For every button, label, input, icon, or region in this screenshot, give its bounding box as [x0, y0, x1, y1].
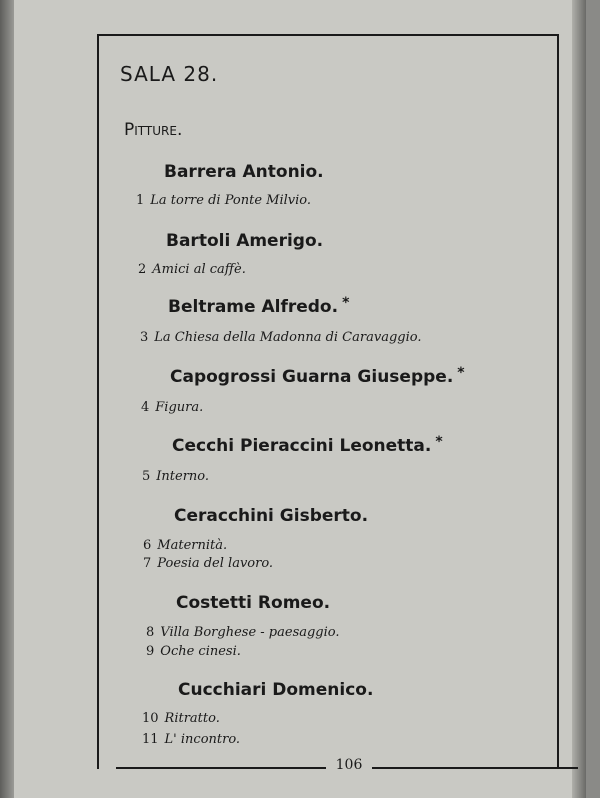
- artist-name: [170, 367, 465, 387]
- work-item: [142, 711, 220, 726]
- work-title: Figura.: [155, 400, 204, 415]
- work-title: Villa Borghese - paesaggio.: [160, 625, 340, 640]
- work-item: [140, 330, 421, 345]
- work-title: La Chiesa della Madonna di Caravaggio.: [154, 330, 422, 345]
- artist-name: [168, 297, 349, 317]
- work-number: 6: [143, 538, 152, 553]
- work-number: 1: [136, 193, 145, 208]
- artist-name-text: Cecchi Pieraccini Leonetta.: [172, 436, 432, 456]
- work-item: [138, 262, 246, 277]
- work-item: [146, 625, 340, 640]
- room-heading: SALA 28.: [120, 62, 219, 86]
- artist-name: [166, 231, 323, 251]
- work-item: [146, 644, 241, 659]
- artist-name-text: Beltrame Alfredo.: [168, 297, 339, 317]
- artist-name-text: Bartoli Amerigo.: [166, 231, 324, 251]
- work-title: Maternità.: [157, 538, 228, 553]
- work-title: Oche cinesi.: [160, 644, 241, 659]
- artist-name-text: Capogrossi Guarna Giuseppe.: [170, 367, 454, 387]
- bottom-rule-left: [116, 767, 326, 769]
- work-title: Interno.: [156, 469, 210, 484]
- section-heading: Pitture.: [124, 120, 183, 140]
- work-number: 7: [143, 556, 152, 571]
- artist-name: [164, 162, 324, 182]
- work-number: 10: [142, 711, 159, 726]
- artist-name-text: Costetti Romeo.: [176, 593, 331, 613]
- work-item: [143, 556, 273, 571]
- work-number: 4: [141, 400, 150, 415]
- work-title: L' incontro.: [164, 732, 241, 747]
- work-item: [136, 193, 311, 208]
- work-item: [141, 400, 203, 415]
- work-item: [143, 538, 227, 553]
- work-number: 11: [142, 732, 159, 747]
- work-title: La torre di Ponte Milvio.: [150, 193, 312, 208]
- artist-name: [174, 506, 368, 526]
- page-edge-shadow: [572, 0, 586, 798]
- artist-name-text: Cucchiari Domenico.: [178, 680, 374, 700]
- artist-name-text: Ceracchini Gisberto.: [174, 506, 369, 526]
- artist-name: [178, 680, 373, 700]
- book-gutter-shadow: [0, 0, 14, 798]
- bottom-rule-right: [372, 767, 578, 769]
- work-title: Ritratto.: [164, 711, 220, 726]
- work-number: 5: [142, 469, 151, 484]
- work-title: Poesia del lavoro.: [157, 556, 274, 571]
- star-mark: *: [342, 295, 350, 311]
- work-item: [142, 469, 209, 484]
- artist-name: [176, 593, 330, 613]
- work-number: 3: [140, 330, 149, 345]
- work-item: [142, 732, 240, 747]
- work-number: 2: [138, 262, 147, 277]
- page-number: 106: [335, 757, 363, 773]
- work-number: 8: [146, 625, 155, 640]
- artist-name: [172, 436, 443, 456]
- star-mark: *: [435, 434, 443, 450]
- artist-name-text: Barrera Antonio.: [164, 162, 324, 182]
- work-number: 9: [146, 644, 155, 659]
- star-mark: *: [457, 365, 465, 381]
- work-title: Amici al caffè.: [152, 262, 246, 277]
